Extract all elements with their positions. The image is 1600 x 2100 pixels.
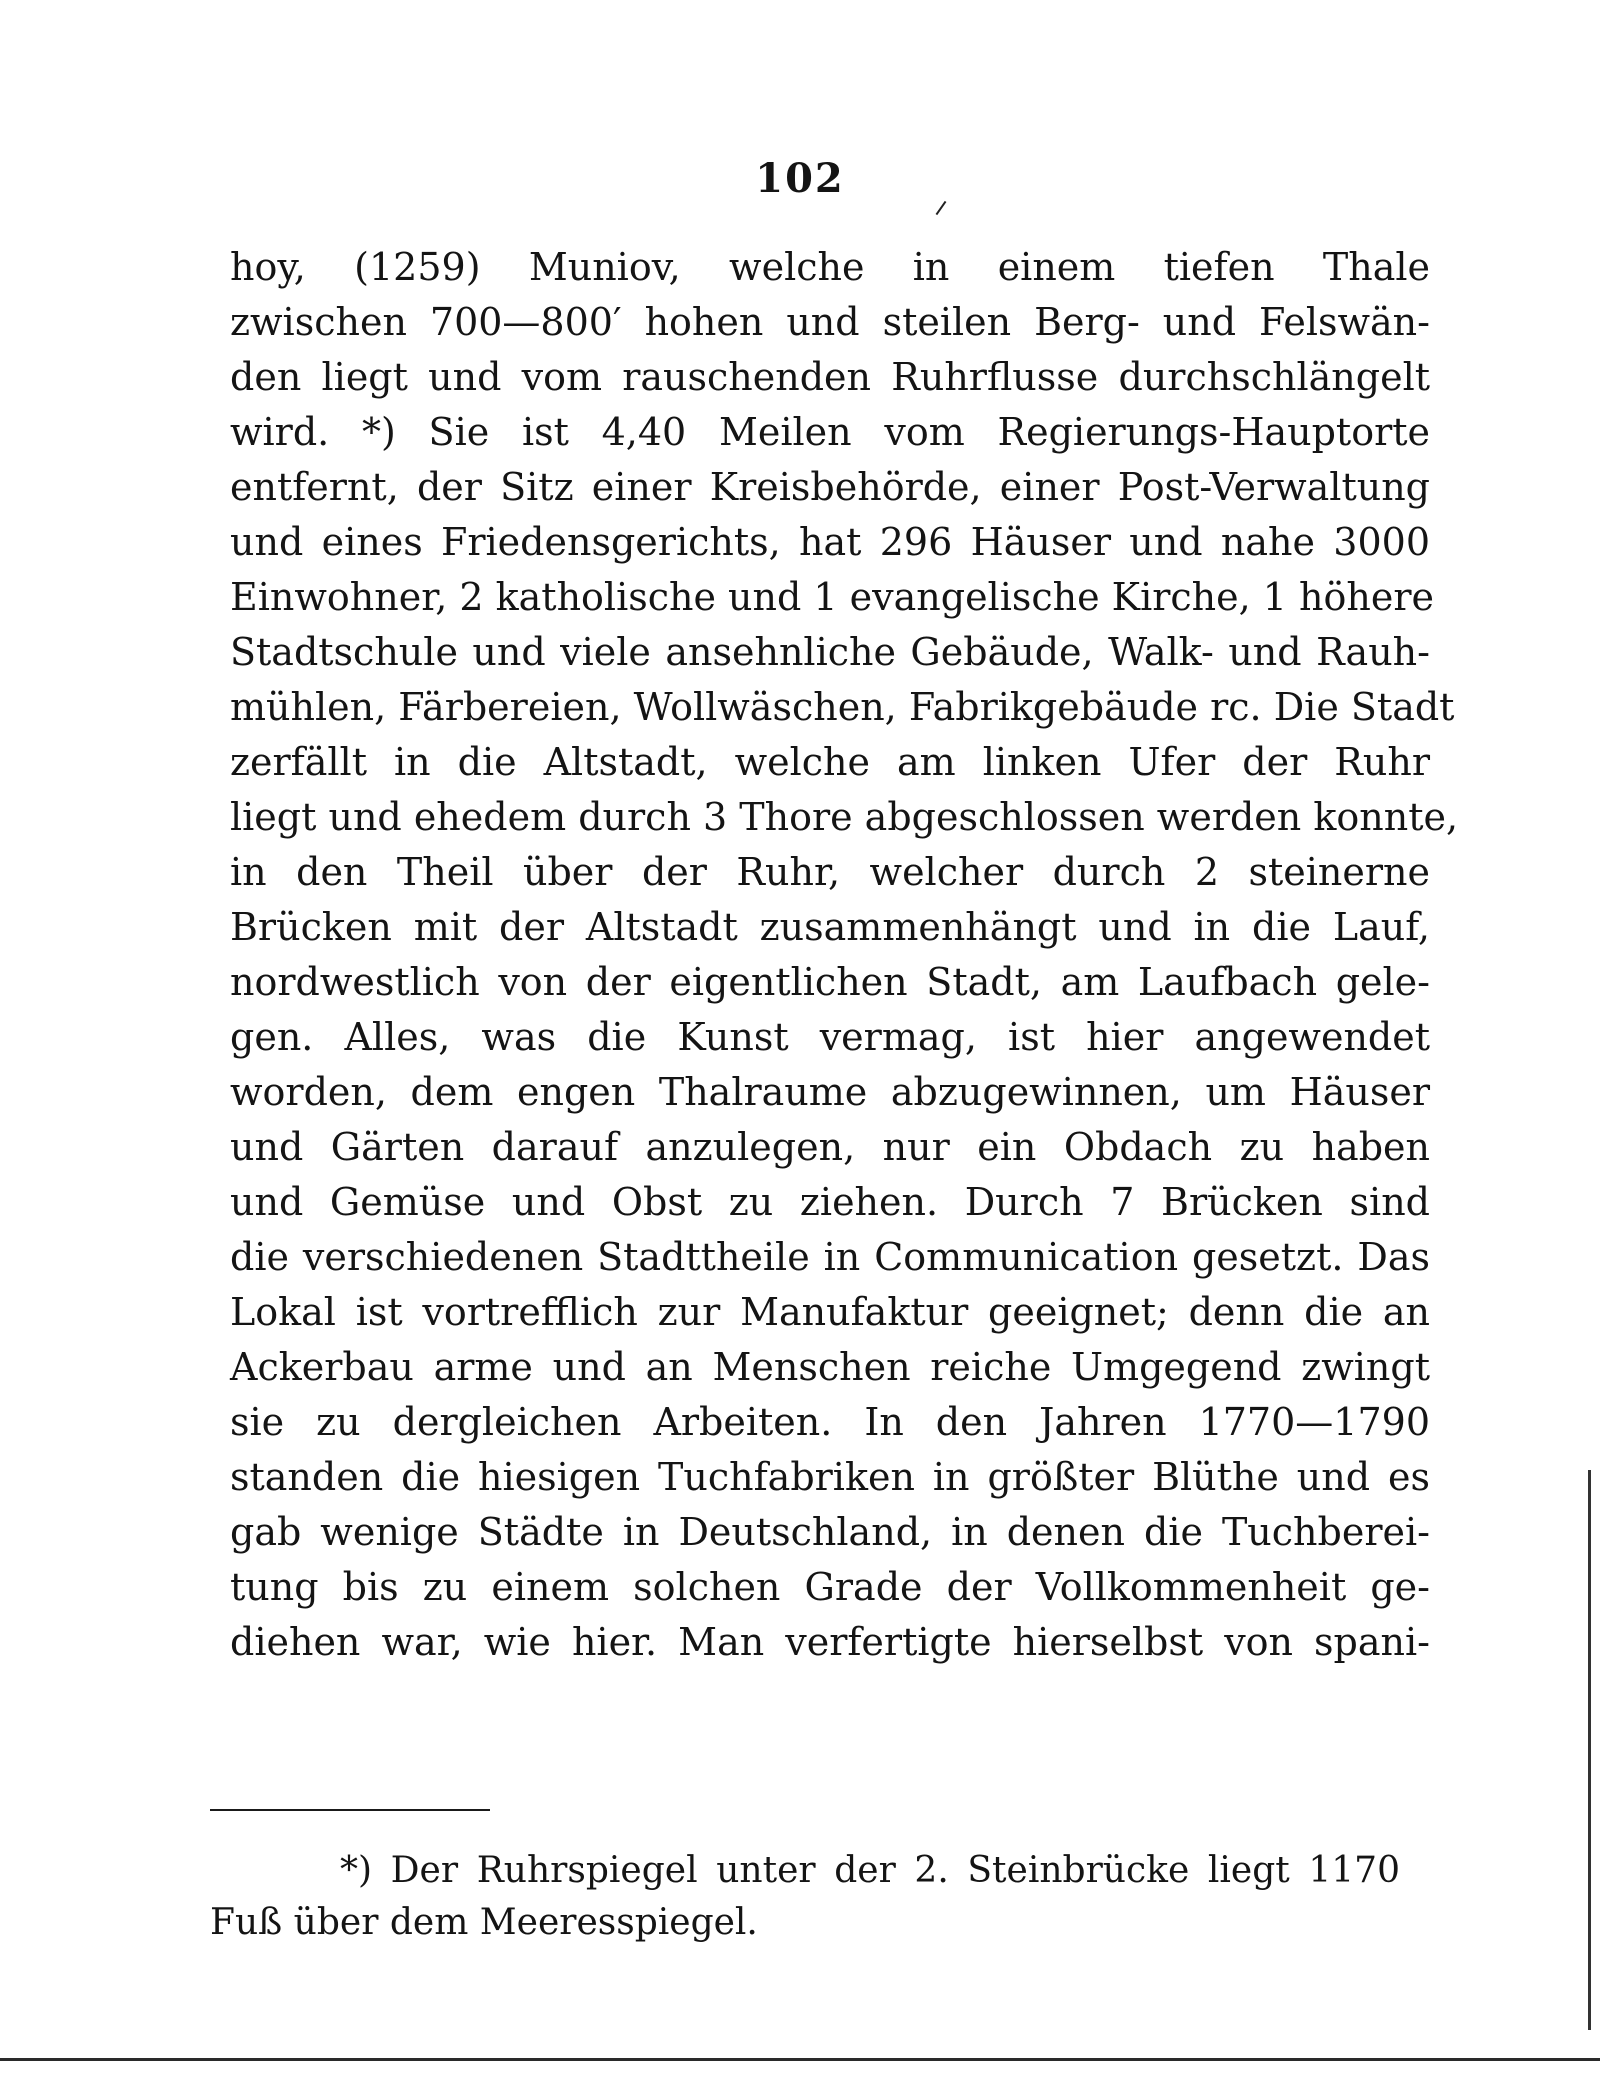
scan-bottom-edge xyxy=(0,2058,1600,2061)
text-line: diehen war, wie hier. Man verfertigte hierselbst von spani- xyxy=(230,1620,1430,1664)
text-line: liegt und ehedem durch 3 Thore abgeschlossen werden konnte, xyxy=(230,795,1459,839)
text-line: Stadtschule und viele ansehnliche Gebäude, Walk- und Rauh- xyxy=(230,630,1430,674)
text-line: zwischen 700—800′ hohen und steilen Berg- und Felswän- xyxy=(230,300,1430,344)
body-text xyxy=(230,240,1459,1670)
text-line: in den Theil über der Ruhr, welcher durch 2 steinerne xyxy=(230,850,1430,894)
text-line: und Gärten darauf anzulegen, nur ein Obdach zu haben xyxy=(230,1125,1430,1169)
text-line: den liegt und vom rauschenden Ruhrflusse durchschlängelt xyxy=(230,355,1430,399)
footnote xyxy=(210,1845,1400,1949)
footnote-line: *) Der Ruhrspiegel unter der 2. Steinbrücke liegt 1170 xyxy=(340,1850,1400,1891)
page-number: 102 xyxy=(755,155,845,202)
stray-pen-mark xyxy=(936,201,947,215)
text-line: und Gemüse und Obst zu ziehen. Durch 7 Brücken sind xyxy=(230,1180,1430,1224)
text-line: Brücken mit der Altstadt zusammenhängt und in die Lauf, xyxy=(230,905,1430,949)
text-line: Lokal ist vortrefflich zur Manufaktur geeignet; denn die an xyxy=(230,1290,1430,1334)
text-line: entfernt, der Sitz einer Kreisbehörde, einer Post-Verwaltung xyxy=(230,465,1430,509)
text-line: Einwohner, 2 katholische und 1 evangelische Kirche, 1 höhere xyxy=(230,575,1435,619)
text-line: worden, dem engen Thalraume abzugewinnen, um Häuser xyxy=(230,1070,1430,1114)
text-line: und eines Friedensgerichts, hat 296 Häuser und nahe 3000 xyxy=(230,520,1430,564)
text-line: zerfällt in die Altstadt, welche am linken Ufer der Ruhr xyxy=(230,740,1430,784)
text-line: mühlen, Färbereien, Wollwäschen, Fabrikgebäude rc. Die Stadt xyxy=(230,685,1455,729)
footnote-line: Fuß über dem Meeresspiegel. xyxy=(210,1902,758,1943)
text-line: tung bis zu einem solchen Grade der Vollkommenheit ge- xyxy=(230,1565,1430,1609)
text-line: die verschiedenen Stadttheile in Communication gesetzt. Das xyxy=(230,1235,1430,1279)
text-line: gen. Alles, was die Kunst vermag, ist hier angewendet xyxy=(230,1015,1430,1059)
footnote-divider xyxy=(210,1809,490,1811)
text-line: nordwestlich von der eigentlichen Stadt, am Laufbach gele- xyxy=(230,960,1430,1004)
text-line: hoy, (1259) Muniov, welche in einem tiefen Thale xyxy=(230,245,1430,289)
text-line: standen die hiesigen Tuchfabriken in größter Blüthe und es xyxy=(230,1455,1430,1499)
text-line: sie zu dergleichen Arbeiten. In den Jahren 1770—1790 xyxy=(230,1400,1430,1444)
text-line: wird. *) Sie ist 4,40 Meilen vom Regierungs-Hauptorte xyxy=(230,410,1430,454)
text-line: gab wenige Städte in Deutschland, in denen die Tuchberei- xyxy=(230,1510,1430,1554)
text-line: Ackerbau arme und an Menschen reiche Umgegend zwingt xyxy=(230,1345,1430,1389)
scan-right-edge xyxy=(1588,1470,1591,2030)
